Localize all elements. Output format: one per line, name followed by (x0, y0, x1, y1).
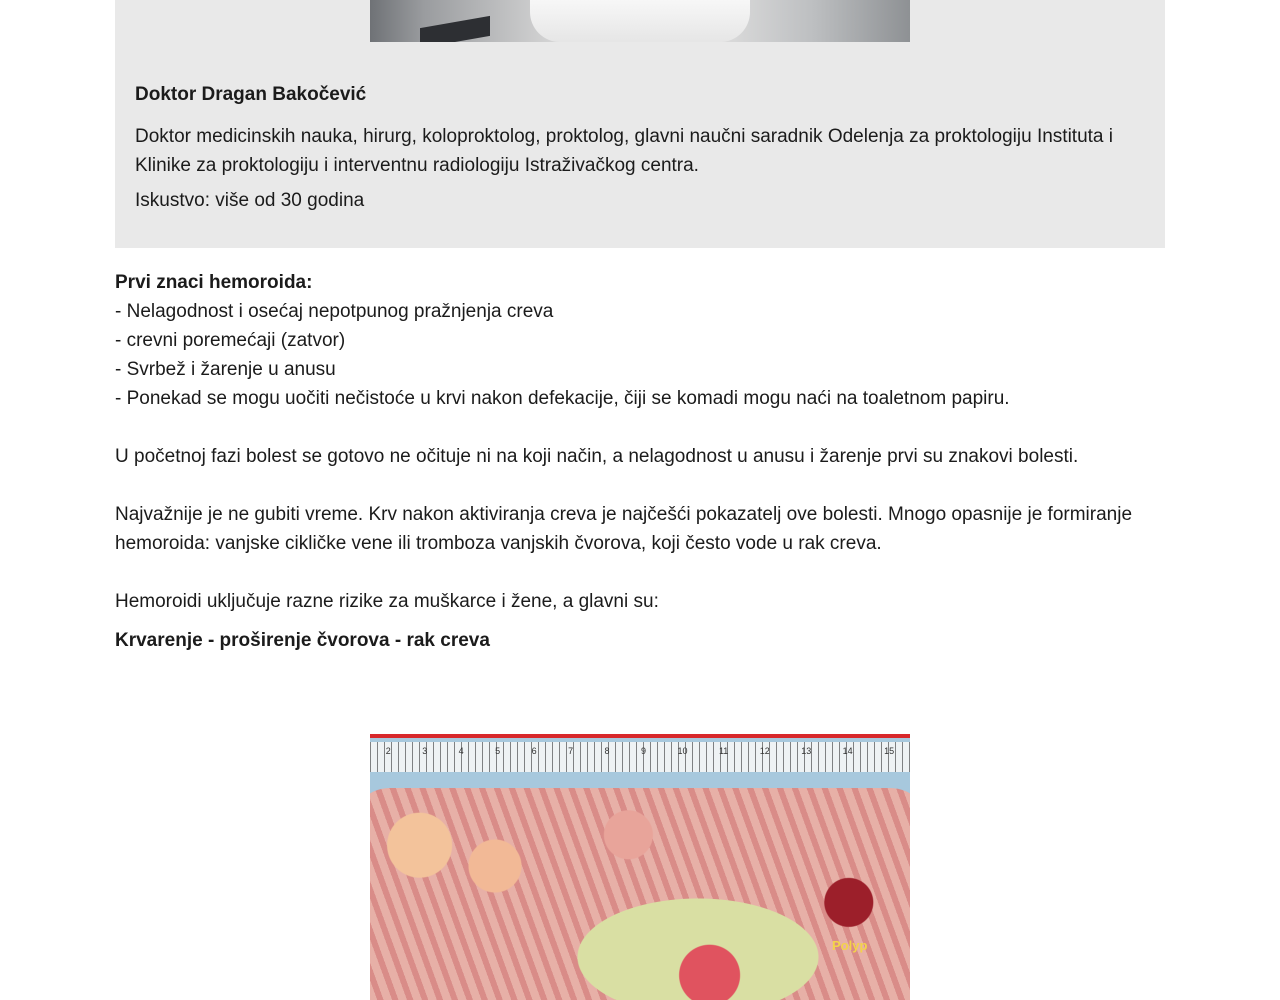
list-item: - crevni poremećaji (zatvor) (115, 330, 346, 351)
doctor-description: Doktor medicinskih nauka, hirurg, koloproktolog, proktolog, glavni naučni saradnik Odelenja za proktologiju Instituta i Klinike za proktologiju i interventnu radiologiju Istraživačkog centra. (135, 126, 1113, 176)
ruler-number: 11 (718, 746, 729, 756)
doctor-experience: Iskustvo: više od 30 godina (135, 190, 365, 211)
risks-intro: Hemoroidi uključuje razne rizike za muškarce i žene, a glavni su: (115, 591, 659, 612)
ruler-number: 4 (458, 746, 464, 756)
ruler-number: 5 (495, 746, 501, 756)
ruler-number: 12 (759, 746, 770, 756)
ruler-number: 13 (801, 746, 812, 756)
specimen-image (370, 734, 910, 1000)
list-item: - Svrbež i žarenje u anusu (115, 359, 336, 380)
ruler-number: 6 (531, 746, 537, 756)
risks-summary: Krvarenje - proširenje čvorova - rak creva (115, 630, 490, 651)
ruler-number: 9 (641, 746, 647, 756)
doctor-card (115, 0, 1165, 248)
ruler-number: 2 (385, 746, 391, 756)
article-content (115, 268, 1165, 655)
list-item: - Ponekad se mogu uočiti nečistoće u krvi nakon defekacije, čiji se komadi mogu naći na toaletnom papiru. (115, 388, 1010, 409)
ruler-number: 3 (422, 746, 428, 756)
ruler-number: 10 (677, 746, 688, 756)
doctor-photo (370, 0, 910, 42)
polyp-label: Polyp (832, 938, 868, 953)
ruler-number: 7 (568, 746, 574, 756)
photo-coat (530, 0, 750, 42)
symptoms-heading: Prvi znaci hemoroida: (115, 272, 313, 293)
list-item: - Nelagodnost i osećaj nepotpunog pražnjenja creva (115, 301, 554, 322)
doctor-name: Doktor Dragan Bakočević (135, 84, 367, 105)
ruler-number: 15 (884, 746, 895, 756)
tissue (370, 788, 910, 1000)
symptoms-list (115, 297, 1165, 413)
ruler-number: 14 (842, 746, 853, 756)
paragraph-early-stage: U početnoj fazi bolest se gotovo ne očituje ni na koji način, a nelagodnost u anusu i žarenje prvi su znakovi bolesti. (115, 446, 1079, 467)
photo-folder (420, 16, 490, 42)
ruler-number: 8 (604, 746, 610, 756)
ruler-numbers (370, 746, 910, 756)
paragraph-importance: Najvažnije je ne gubiti vreme. Krv nakon aktiviranja creva je najčešći pokazatelj ove bolesti. Mnogo opasnije je formiranje hemoroida: vanjske cikličke vene ili tromboza vanjskih čvorova, koji često vode u rak creva. (115, 504, 1133, 554)
